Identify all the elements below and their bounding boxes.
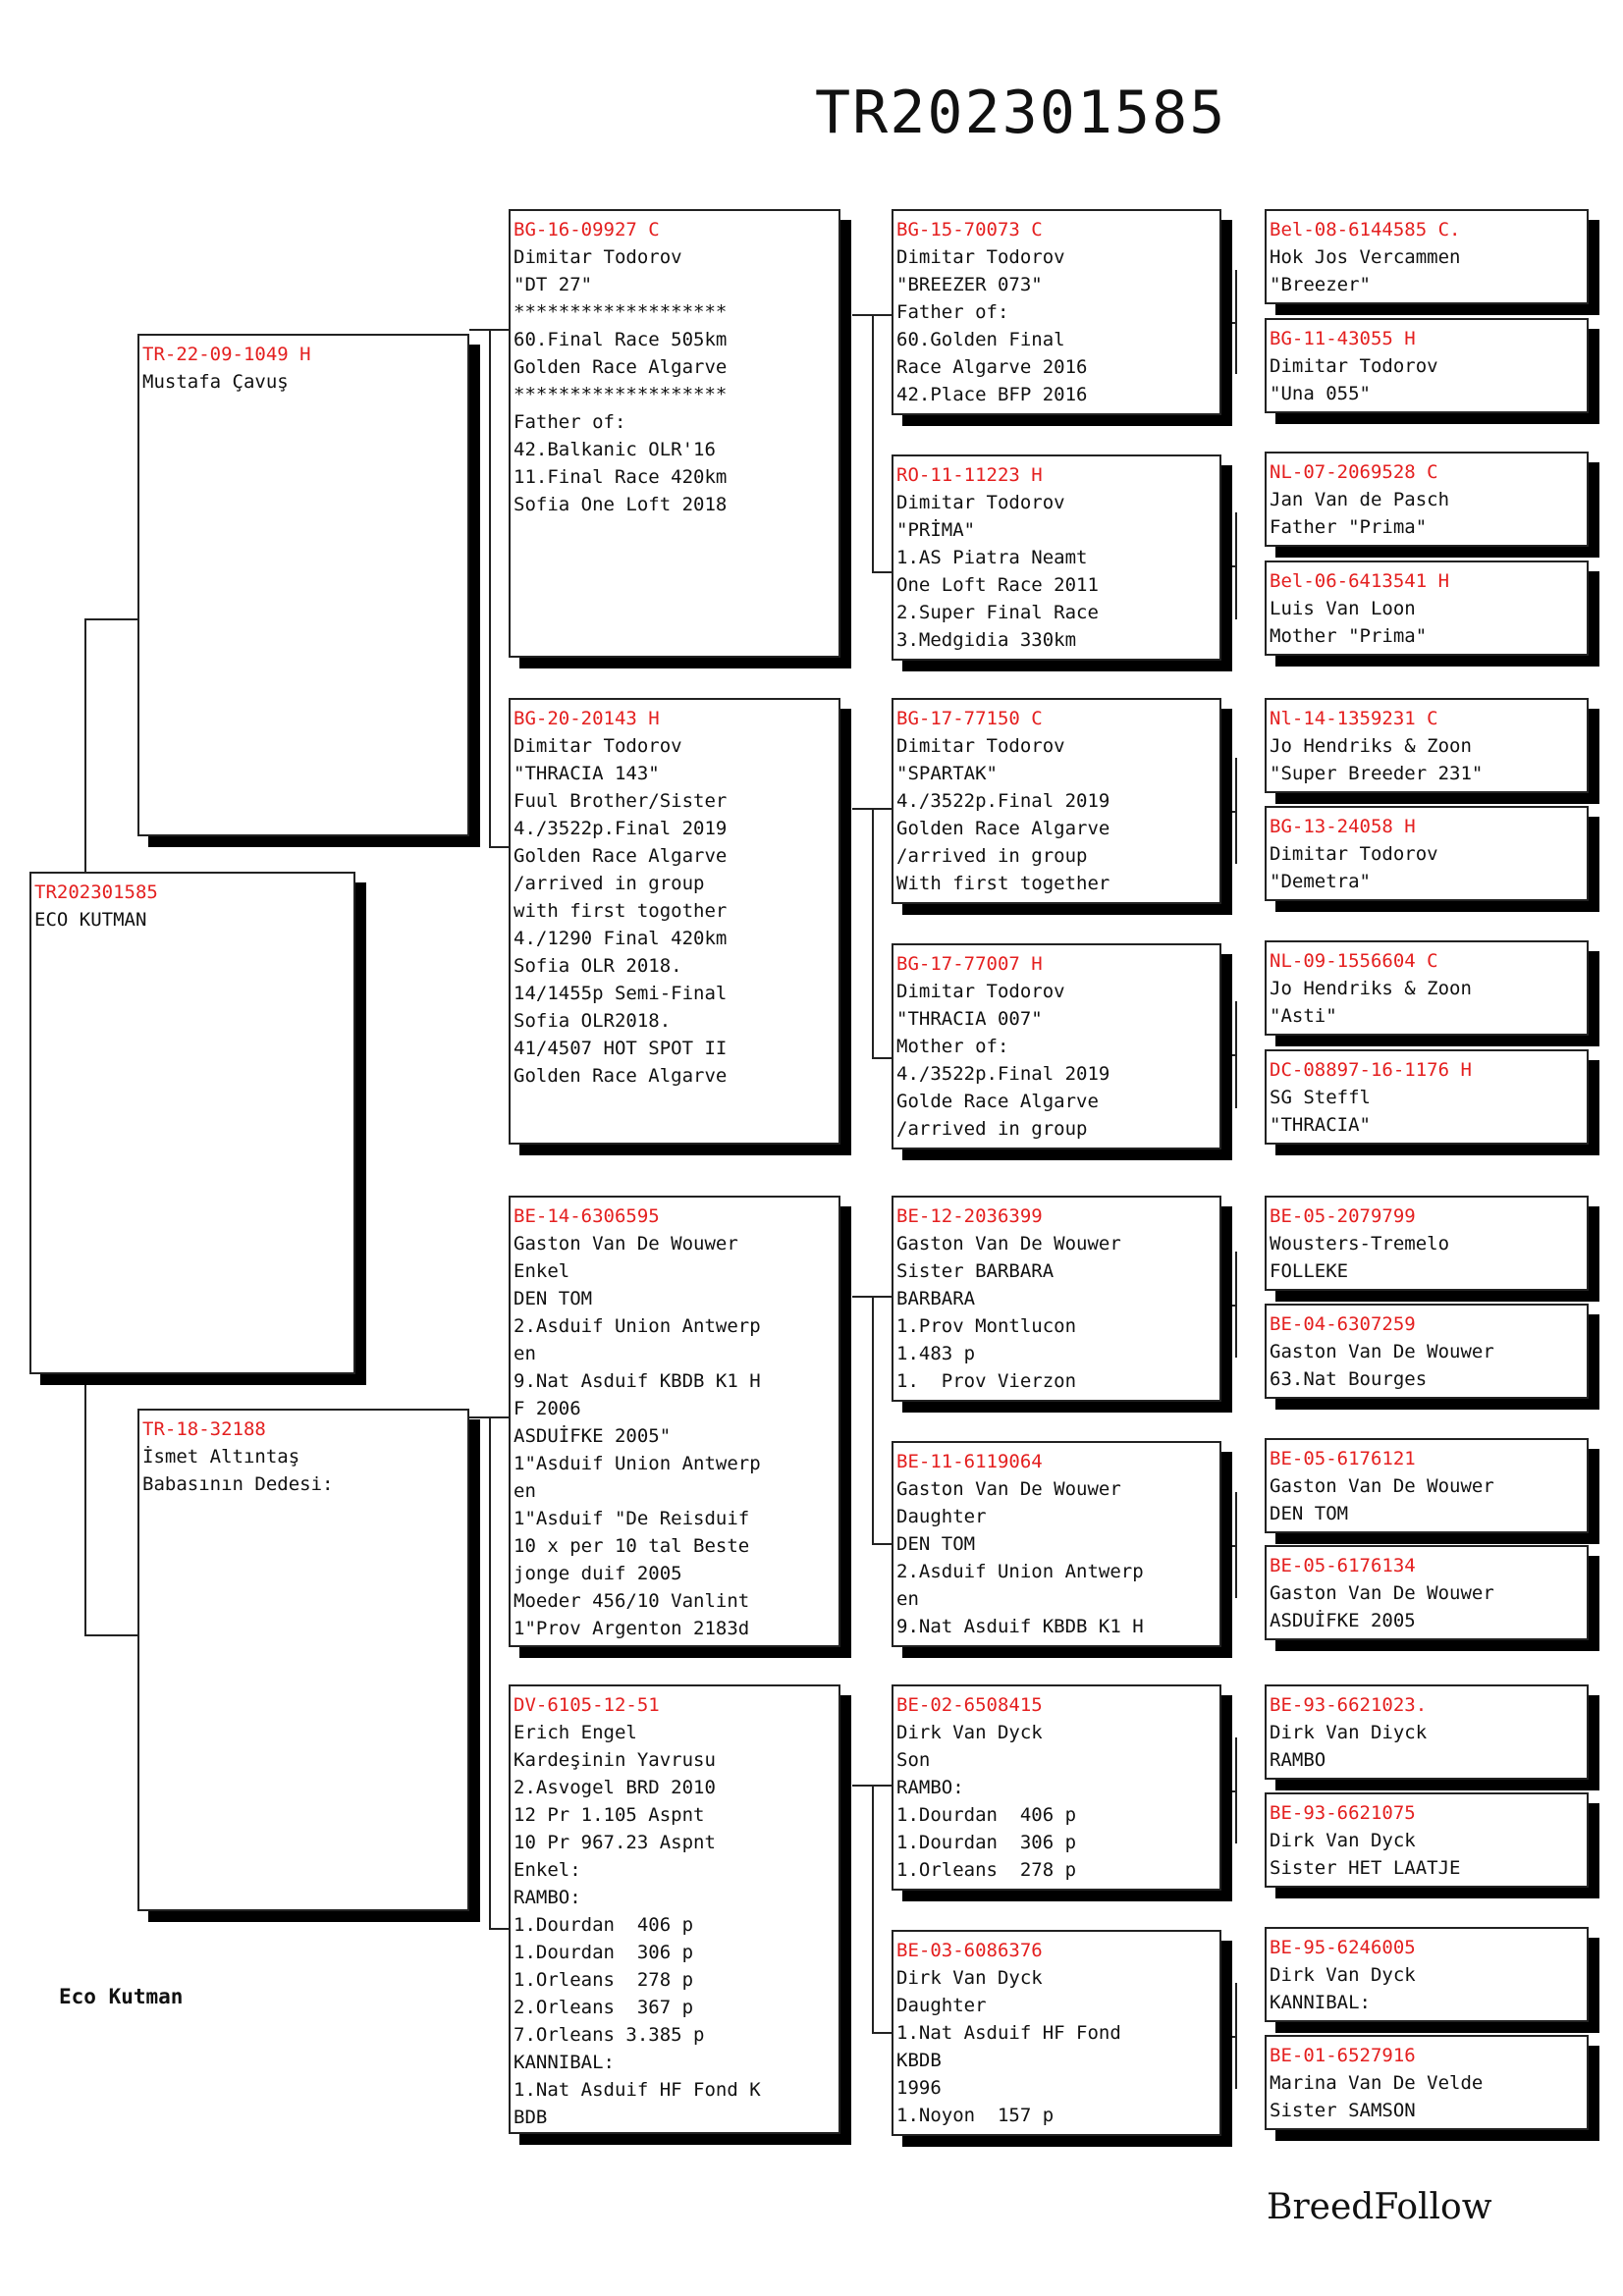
connector: [852, 1296, 872, 1298]
card-line: Sofia OLR2018.: [514, 1010, 672, 1032]
card-line: Dimitar Todorov: [514, 246, 682, 268]
ring-number: BE-93-6621023.: [1270, 1694, 1428, 1716]
gg-grandparent-card[interactable]: [1265, 209, 1589, 304]
card-line: with first togother: [514, 900, 728, 922]
card-line: 1.AS Piatra Neamt: [896, 547, 1088, 568]
card-line: RAMBO:: [514, 1887, 581, 1908]
card-line: Father "Prima": [1270, 516, 1428, 538]
card-line: Race Algarve 2016: [896, 356, 1088, 378]
card-line: Jo Hendriks & Zoon: [1270, 735, 1472, 757]
card-line: "BREEZER 073": [896, 274, 1043, 295]
card-line: Moeder 456/10 Vanlint: [514, 1590, 750, 1612]
card-line: Golde Race Algarve: [896, 1091, 1099, 1112]
card-line: Sister SAMSON: [1270, 2100, 1416, 2121]
connector: [489, 846, 509, 848]
card-line: Dirk Van Dyck: [1270, 1830, 1416, 1851]
connector: [1225, 1054, 1235, 1056]
ring-number: BE-05-2079799: [1270, 1205, 1416, 1227]
card-line: Golden Race Algarve: [514, 845, 728, 867]
card-line: en: [896, 1588, 919, 1610]
grandparent-card[interactable]: [509, 698, 840, 1145]
ring-number: BE-05-6176121: [1270, 1448, 1416, 1469]
connector: [872, 808, 892, 810]
gg-grandparent-card[interactable]: [1265, 806, 1589, 901]
card-line: Sister BARBARA: [896, 1260, 1055, 1282]
card-line: With first together: [896, 873, 1110, 894]
card-line: "Breezer": [1270, 274, 1371, 295]
connector: [852, 314, 872, 316]
card-line: BDB: [514, 2107, 548, 2128]
card-line: Gaston Van De Wouwer: [1270, 1475, 1494, 1497]
card-line: One Loft Race 2011: [896, 574, 1099, 596]
grandparent-card[interactable]: [509, 209, 840, 658]
ring-number: BE-01-6527916: [1270, 2045, 1416, 2066]
card-line: Erich Engel: [514, 1722, 637, 1743]
gg-grandparent-card[interactable]: [1265, 1049, 1589, 1145]
ring-number: Bel-06-6413541 H: [1270, 570, 1450, 592]
card-line: Gaston Van De Wouwer: [514, 1233, 738, 1255]
connector: [1235, 1983, 1237, 2089]
card-line: Gaston Van De Wouwer: [896, 1478, 1121, 1500]
card-line: 1.Prov Montlucon: [896, 1315, 1077, 1337]
ring-number: BG-15-70073 C: [896, 219, 1043, 240]
connector: [489, 1416, 509, 1418]
card-line: Sofia OLR 2018.: [514, 955, 682, 977]
gg-grandparent-card[interactable]: [1265, 1684, 1589, 1780]
connector: [872, 1057, 892, 1059]
card-line: 4./3522p.Final 2019: [514, 818, 728, 839]
card-line: 1.Nat Asduif HF Fond K: [514, 2079, 761, 2101]
card-line: Father of:: [896, 301, 1009, 323]
ring-number: BE-12-2036399: [896, 1205, 1043, 1227]
card-line: Jan Van de Pasch: [1270, 489, 1450, 510]
gg-grandparent-card[interactable]: [1265, 1438, 1589, 1533]
connector: [1225, 1545, 1235, 1547]
grandparent-card[interactable]: [509, 1684, 840, 2134]
ring-number: BE-11-6119064: [896, 1451, 1043, 1472]
card-line: Mustafa Çavuş: [142, 371, 289, 393]
great-grandparent-card[interactable]: [892, 1930, 1221, 2136]
card-line: /arrived in group: [896, 845, 1088, 867]
gg-grandparent-card[interactable]: [1265, 1304, 1589, 1399]
card-line: Dimitar Todorov: [1270, 355, 1438, 377]
card-line: "PRİMA": [896, 519, 976, 541]
card-line: Dirk Van Dyck: [896, 1967, 1043, 1989]
ring-number: BG-16-09927 C: [514, 219, 660, 240]
ring-number: BG-11-43055 H: [1270, 328, 1416, 349]
card-line: 3.Medgidia 330km: [896, 629, 1077, 651]
card-line: RAMBO: [1270, 1749, 1326, 1771]
card-line: Jo Hendriks & Zoon: [1270, 978, 1472, 999]
ring-number: BG-17-77150 C: [896, 708, 1043, 729]
card-line: 1.Orleans 278 p: [514, 1969, 694, 1991]
card-line: İsmet Altıntaş: [142, 1446, 300, 1468]
ring-number: NL-09-1556604 C: [1270, 950, 1438, 972]
card-line: 10 Pr 967.23 Aspnt: [514, 1832, 716, 1853]
connector: [872, 808, 874, 1057]
card-line: Dimitar Todorov: [896, 492, 1065, 513]
card-line: 42.Balkanic OLR'16: [514, 439, 716, 460]
card-line: Golden Race Algarve: [896, 818, 1110, 839]
ring-number: BG-17-77007 H: [896, 953, 1043, 975]
ring-number: DC-08897-16-1176 H: [1270, 1059, 1472, 1081]
card-line: 1"Prov Argenton 2183d: [514, 1618, 750, 1639]
card-line: 2.Asduif Union Antwerp: [896, 1561, 1144, 1582]
connector: [469, 1416, 489, 1418]
card-line: Daughter: [896, 1995, 987, 2016]
connector: [84, 618, 137, 620]
connector: [1235, 512, 1237, 619]
great-grandparent-card[interactable]: [892, 1684, 1221, 1891]
ring-number: RO-11-11223 H: [896, 464, 1043, 486]
connector: [1235, 1252, 1237, 1358]
connector: [1225, 2036, 1235, 2038]
card-line: 1.Noyon 157 p: [896, 2105, 1055, 2126]
grandparent-card[interactable]: [509, 1196, 840, 1647]
card-line: Enkel: [514, 1260, 570, 1282]
card-line: 1. Prov Vierzon: [896, 1370, 1077, 1392]
card-line: 9.Nat Asduif KBDB K1 H: [896, 1616, 1144, 1637]
connector: [872, 1785, 874, 2032]
gg-grandparent-card[interactable]: [1265, 1196, 1589, 1291]
card-line: ASDUİFKE 2005: [1270, 1610, 1416, 1631]
card-line: 1.Orleans 278 p: [896, 1859, 1077, 1881]
gg-grandparent-card[interactable]: [1265, 940, 1589, 1036]
connector: [1235, 270, 1237, 374]
great-grandparent-card[interactable]: [892, 943, 1221, 1149]
card-line: Dimitar Todorov: [514, 735, 682, 757]
great-grandparent-card[interactable]: [892, 698, 1221, 904]
ring-number: Nl-14-1359231 C: [1270, 708, 1438, 729]
gg-grandparent-card[interactable]: [1265, 561, 1589, 656]
card-line: 4./3522p.Final 2019: [896, 790, 1110, 812]
card-line: Marina Van De Velde: [1270, 2072, 1484, 2094]
card-line: Father of:: [514, 411, 626, 433]
ring-number: BE-93-6621075: [1270, 1802, 1416, 1824]
card-line: "Asti": [1270, 1005, 1337, 1027]
card-line: 4./3522p.Final 2019: [896, 1063, 1110, 1085]
brand-logo: BreedFollow: [1267, 2187, 1492, 2227]
card-line: 2.Asvogel BRD 2010: [514, 1777, 716, 1798]
card-line: jonge duif 2005: [514, 1563, 682, 1584]
ring-number: Bel-08-6144585 C.: [1270, 219, 1461, 240]
card-line: Sister HET LAATJE: [1270, 1857, 1461, 1879]
connector: [469, 329, 489, 331]
card-line: Enkel:: [514, 1859, 581, 1881]
card-line: 2.Asduif Union Antwerp: [514, 1315, 761, 1337]
card-line: *******************: [514, 301, 728, 323]
card-line: en: [514, 1343, 536, 1364]
card-line: 41/4507 HOT SPOT II: [514, 1038, 728, 1059]
card-line: ASDUİFKE 2005": [514, 1425, 672, 1447]
great-grandparent-card[interactable]: [892, 209, 1221, 415]
card-line: 12 Pr 1.105 Aspnt: [514, 1804, 705, 1826]
subject-card[interactable]: [29, 872, 355, 1374]
connector: [1225, 565, 1235, 567]
gg-grandparent-card[interactable]: [1265, 1545, 1589, 1640]
gg-grandparent-card[interactable]: [1265, 2035, 1589, 2130]
card-line: KANNIBAL:: [1270, 1992, 1371, 2013]
card-line: Gaston Van De Wouwer: [1270, 1341, 1494, 1362]
card-line: Dimitar Todorov: [896, 735, 1065, 757]
connector: [1225, 811, 1235, 813]
ring-number: BE-03-6086376: [896, 1940, 1043, 1961]
card-line: 2.Super Final Race: [896, 602, 1099, 623]
card-line: Dimitar Todorov: [896, 246, 1065, 268]
ring-number: BE-02-6508415: [896, 1694, 1043, 1716]
card-line: "Una 055": [1270, 383, 1371, 404]
card-line: DEN TOM: [1270, 1503, 1349, 1524]
card-line: Dimitar Todorov: [896, 981, 1065, 1002]
card-line: "THRACIA 143": [514, 763, 660, 784]
ring-number: BE-05-6176134: [1270, 1555, 1416, 1576]
connector: [489, 1928, 509, 1930]
connector: [852, 808, 872, 810]
card-line: 9.Nat Asduif KBDB K1 H: [514, 1370, 761, 1392]
card-line: DEN TOM: [896, 1533, 976, 1555]
gg-grandparent-card[interactable]: [1265, 1927, 1589, 2022]
connector: [489, 1416, 491, 1928]
card-line: FOLLEKE: [1270, 1260, 1349, 1282]
connector: [84, 1634, 137, 1636]
card-line: RAMBO:: [896, 1777, 964, 1798]
footer-bird-name: Eco Kutman: [59, 1985, 184, 2008]
card-line: Fuul Brother/Sister: [514, 790, 728, 812]
connector: [1225, 1790, 1235, 1792]
connector: [872, 1543, 892, 1545]
card-line: /arrived in group: [896, 1118, 1088, 1140]
connector: [872, 314, 874, 571]
card-line: ECO KUTMAN: [34, 909, 147, 931]
ring-number: NL-07-2069528 C: [1270, 461, 1438, 483]
parent-card-sire[interactable]: [137, 334, 469, 836]
card-line: Golden Race Algarve: [514, 356, 728, 378]
connector: [872, 1296, 892, 1298]
card-line: Son: [896, 1749, 931, 1771]
connector: [1235, 1492, 1237, 1598]
gg-grandparent-card[interactable]: [1265, 698, 1589, 793]
card-line: 1.Dourdan 306 p: [896, 1832, 1077, 1853]
card-line: 4./1290 Final 420km: [514, 928, 728, 949]
gg-grandparent-card[interactable]: [1265, 318, 1589, 413]
card-line: "Demetra": [1270, 871, 1371, 892]
connector: [872, 1785, 892, 1787]
gg-grandparent-card[interactable]: [1265, 1792, 1589, 1888]
card-line: en: [514, 1480, 536, 1502]
great-grandparent-card[interactable]: [892, 1441, 1221, 1647]
connector: [489, 329, 509, 331]
card-line: KANNIBAL:: [514, 2052, 615, 2073]
connector: [1225, 1305, 1235, 1307]
card-line: 1.Dourdan 406 p: [514, 1914, 694, 1936]
card-line: 7.Orleans 3.385 p: [514, 2024, 705, 2046]
connector: [1225, 322, 1235, 324]
card-line: 10 x per 10 tal Beste: [514, 1535, 750, 1557]
connector: [872, 1296, 874, 1543]
ring-number: BE-95-6246005: [1270, 1937, 1416, 1958]
connector: [489, 329, 491, 846]
page-title: TR202301585: [815, 79, 1227, 147]
card-line: Gaston Van De Wouwer: [1270, 1582, 1494, 1604]
card-line: 14/1455p Semi-Final: [514, 983, 728, 1004]
connector: [1235, 1001, 1237, 1108]
card-line: Babasının Dedesi:: [142, 1473, 334, 1495]
card-line: Wousters-Tremelo: [1270, 1233, 1450, 1255]
card-line: 42.Place BFP 2016: [896, 384, 1088, 405]
card-line: Luis Van Loon: [1270, 598, 1416, 619]
ring-number: TR-18-32188: [142, 1418, 266, 1440]
great-grandparent-card[interactable]: [892, 454, 1221, 661]
gg-grandparent-card[interactable]: [1265, 452, 1589, 547]
connector: [84, 864, 86, 866]
card-line: Mother of:: [896, 1036, 1009, 1057]
card-line: 11.Final Race 420km: [514, 466, 728, 488]
ring-number: BG-20-20143 H: [514, 708, 660, 729]
card-line: Daughter: [896, 1506, 987, 1527]
card-line: "DT 27": [514, 274, 593, 295]
card-line: Gaston Van De Wouwer: [896, 1233, 1121, 1255]
ring-number: BE-04-6307259: [1270, 1313, 1416, 1335]
card-line: F 2006: [514, 1398, 581, 1419]
card-line: Dirk Van Dyck: [1270, 1964, 1416, 1986]
connector: [872, 2032, 892, 2034]
card-line: 60.Golden Final: [896, 329, 1065, 350]
ring-number: BE-14-6306595: [514, 1205, 660, 1227]
card-line: *******************: [514, 384, 728, 405]
card-line: SG Steffl: [1270, 1087, 1371, 1108]
card-line: 63.Nat Bourges: [1270, 1368, 1428, 1390]
card-line: "Super Breeder 231": [1270, 763, 1484, 784]
connector: [1235, 758, 1237, 864]
card-line: 1.Nat Asduif HF Fond: [896, 2022, 1121, 2044]
card-line: Dirk Van Diyck: [1270, 1722, 1428, 1743]
card-line: 1.483 p: [896, 1343, 976, 1364]
card-line: 1996: [896, 2077, 942, 2099]
connector: [1235, 1737, 1237, 1843]
card-line: Kardeşinin Yavrusu: [514, 1749, 716, 1771]
great-grandparent-card[interactable]: [892, 1196, 1221, 1402]
card-line: 1.Dourdan 406 p: [896, 1804, 1077, 1826]
card-line: KBDB: [896, 2050, 942, 2071]
card-line: 60.Final Race 505km: [514, 329, 728, 350]
connector: [872, 571, 892, 573]
card-line: 2.Orleans 367 p: [514, 1997, 694, 2018]
ring-number: TR-22-09-1049 H: [142, 344, 311, 365]
card-line: DEN TOM: [514, 1288, 593, 1309]
ring-number: TR202301585: [34, 881, 158, 903]
card-line: Dirk Van Dyck: [896, 1722, 1043, 1743]
card-line: "THRACIA": [1270, 1114, 1371, 1136]
card-line: "SPARTAK": [896, 763, 998, 784]
card-line: 1"Asduif Union Antwerp: [514, 1453, 761, 1474]
card-line: 1.Dourdan 306 p: [514, 1942, 694, 1963]
card-line: Mother "Prima": [1270, 625, 1428, 647]
card-line: Hok Jos Vercammen: [1270, 246, 1461, 268]
card-line: 1"Asduif "De Reisduif: [514, 1508, 750, 1529]
card-line: /arrived in group: [514, 873, 705, 894]
parent-card-dam[interactable]: [137, 1409, 469, 1911]
card-line: Dimitar Todorov: [1270, 843, 1438, 865]
connector: [872, 314, 892, 316]
card-line: "THRACIA 007": [896, 1008, 1043, 1030]
ring-number: DV-6105-12-51: [514, 1694, 660, 1716]
card-line: Golden Race Algarve: [514, 1065, 728, 1087]
ring-number: BG-13-24058 H: [1270, 816, 1416, 837]
card-line: Sofia One Loft 2018: [514, 494, 728, 515]
connector: [852, 1785, 872, 1787]
card-line: BARBARA: [896, 1288, 976, 1309]
